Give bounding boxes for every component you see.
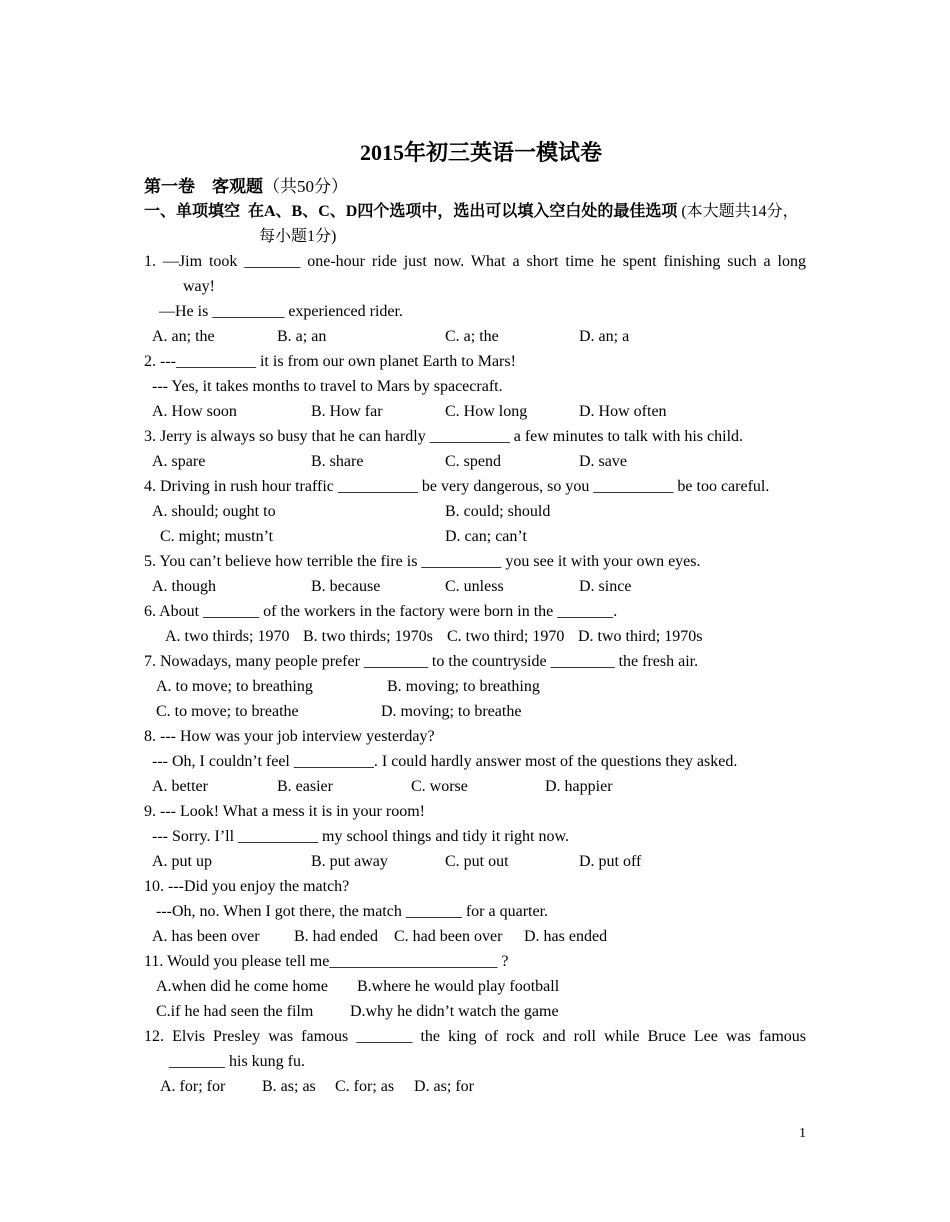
q2-option-a[interactable]: A. How soon — [152, 403, 237, 420]
q7-option-c[interactable]: C. to move; to breathe — [156, 703, 299, 720]
q8-option-b[interactable]: B. easier — [277, 778, 333, 795]
q7-option-b[interactable]: B. moving; to breathing — [387, 678, 540, 695]
q7-stem-a: 7. Nowadays, many people prefer ________ to the countryside ________ the fresh air. — [144, 653, 699, 670]
q3-stem-a: 3. Jerry is always so busy that he can hardly __________ a few minutes to talk with his child. — [144, 428, 744, 445]
q4-option-a[interactable]: A. should; ought to — [152, 503, 276, 520]
q5-option-c[interactable]: C. unless — [445, 578, 504, 595]
q2-option-b[interactable]: B. How far — [311, 403, 383, 420]
q10-stem-b: ---Oh, no. When I got there, the match _______ for a quarter. — [156, 903, 549, 920]
q8-option-c[interactable]: C. worse — [411, 778, 468, 795]
q2-option-c[interactable]: C. How long — [445, 403, 528, 420]
q1-option-b[interactable]: B. a; an — [277, 328, 327, 345]
q9-option-a[interactable]: A. put up — [152, 853, 212, 870]
q5-option-b[interactable]: B. because — [311, 578, 381, 595]
q12-stem-a: 12. Elvis Presley was famous _______ the king of rock and roll while Bruce Lee was famous — [144, 1028, 806, 1045]
q1-option-d[interactable]: D. an; a — [579, 328, 630, 345]
q6-option-c[interactable]: C. two third; 1970 — [447, 628, 565, 645]
q10-option-d[interactable]: D. has ended — [524, 928, 608, 945]
q7-option-d[interactable]: D. moving; to breathe — [381, 703, 522, 720]
q1-option-c[interactable]: C. a; the — [445, 328, 499, 345]
q3-option-a[interactable]: A. spare — [152, 453, 206, 470]
section-heading — [144, 176, 348, 198]
section-points: （共50分） — [263, 177, 348, 196]
q10-option-c[interactable]: C. had been over — [394, 928, 503, 945]
q5-option-d[interactable]: D. since — [579, 578, 632, 595]
q6-option-b[interactable]: B. two thirds; 1970s — [303, 628, 433, 645]
section-name: 第一卷 客观题 — [144, 177, 263, 196]
q5-option-a[interactable]: A. though — [152, 578, 216, 595]
q11-option-d[interactable]: D.why he didn’t watch the game — [350, 1003, 559, 1020]
q2-stem-a: 2. ---__________ it is from our own planet Earth to Mars! — [144, 353, 516, 370]
q9-stem-a: 9. --- Look! What a mess it is in your room! — [144, 803, 425, 820]
q8-stem-a: 8. --- How was your job interview yesterday? — [144, 728, 435, 745]
q6-option-d[interactable]: D. two third; 1970s — [578, 628, 703, 645]
part1-note-b: 每小题1分) — [259, 228, 337, 245]
q12-stem-b: _______ his kung fu. — [169, 1053, 305, 1070]
part1-heading: 一、单项填空 在A、B、C、D四个选项中，选出可以填入空白处的最佳选项 — [144, 203, 678, 220]
q12-option-b[interactable]: B. as; as — [262, 1078, 316, 1095]
q9-option-c[interactable]: C. put out — [445, 853, 509, 870]
q6-option-a[interactable]: A. two thirds; 1970 — [165, 628, 290, 645]
q1-stem-a: 1. —Jim took _______ one-hour ride just now. What a short time he spent finishing such a long — [144, 253, 806, 270]
q3-option-c[interactable]: C. spend — [445, 453, 501, 470]
q4-stem-a: 4. Driving in rush hour traffic __________ be very dangerous, so you __________ be too careful. — [144, 478, 770, 495]
q12-option-a[interactable]: A. for; for — [160, 1078, 226, 1095]
q4-option-c[interactable]: C. might; mustn’t — [160, 528, 274, 545]
q8-stem-b: --- Oh, I couldn’t feel __________. I could hardly answer most of the questions they asked. — [152, 753, 738, 770]
q10-stem-a: 10. ---Did you enjoy the match? — [144, 878, 350, 895]
q1-stem-b: way! — [183, 278, 215, 295]
exam-title: 2015年初三英语一模试卷 — [359, 140, 602, 165]
q2-stem-b: --- Yes, it takes months to travel to Mars by spacecraft. — [152, 378, 503, 395]
q9-option-d[interactable]: D. put off — [579, 853, 642, 870]
q4-option-d[interactable]: D. can; can’t — [445, 528, 527, 545]
q8-option-d[interactable]: D. happier — [545, 778, 613, 795]
q9-stem-b: --- Sorry. I’ll __________ my school things and tidy it right now. — [152, 828, 569, 845]
q11-option-b[interactable]: B.where he would play football — [357, 978, 560, 995]
q9-option-b[interactable]: B. put away — [311, 853, 388, 870]
q3-option-d[interactable]: D. save — [579, 453, 627, 470]
q11-stem-a: 11. Would you please tell me_____________________ ? — [144, 953, 509, 970]
part1-note-a: (本大题共14分， — [677, 203, 799, 220]
part1-heading-line — [144, 201, 799, 223]
q1-stem-c: —He is _________ experienced rider. — [159, 303, 403, 320]
q8-option-a[interactable]: A. better — [152, 778, 208, 795]
q4-option-b[interactable]: B. could; should — [445, 503, 551, 520]
q2-option-d[interactable]: D. How often — [579, 403, 667, 420]
q12-option-c[interactable]: C. for; as — [335, 1078, 395, 1095]
q11-option-c[interactable]: C.if he had seen the film — [156, 1003, 314, 1020]
q3-option-b[interactable]: B. share — [311, 453, 364, 470]
page-number: 1 — [799, 1126, 806, 1141]
q6-stem-a: 6. About _______ of the workers in the factory were born in the _______. — [144, 603, 618, 620]
q1-option-a[interactable]: A. an; the — [152, 328, 215, 345]
q5-stem-a: 5. You can’t believe how terrible the fire is __________ you see it with your own eyes. — [144, 553, 701, 570]
q12-option-d[interactable]: D. as; for — [414, 1078, 474, 1095]
q11-option-a[interactable]: A.when did he come home — [156, 978, 328, 995]
q10-option-a[interactable]: A. has been over — [152, 928, 260, 945]
q10-option-b[interactable]: B. had ended — [294, 928, 378, 945]
q7-option-a[interactable]: A. to move; to breathing — [156, 678, 313, 695]
